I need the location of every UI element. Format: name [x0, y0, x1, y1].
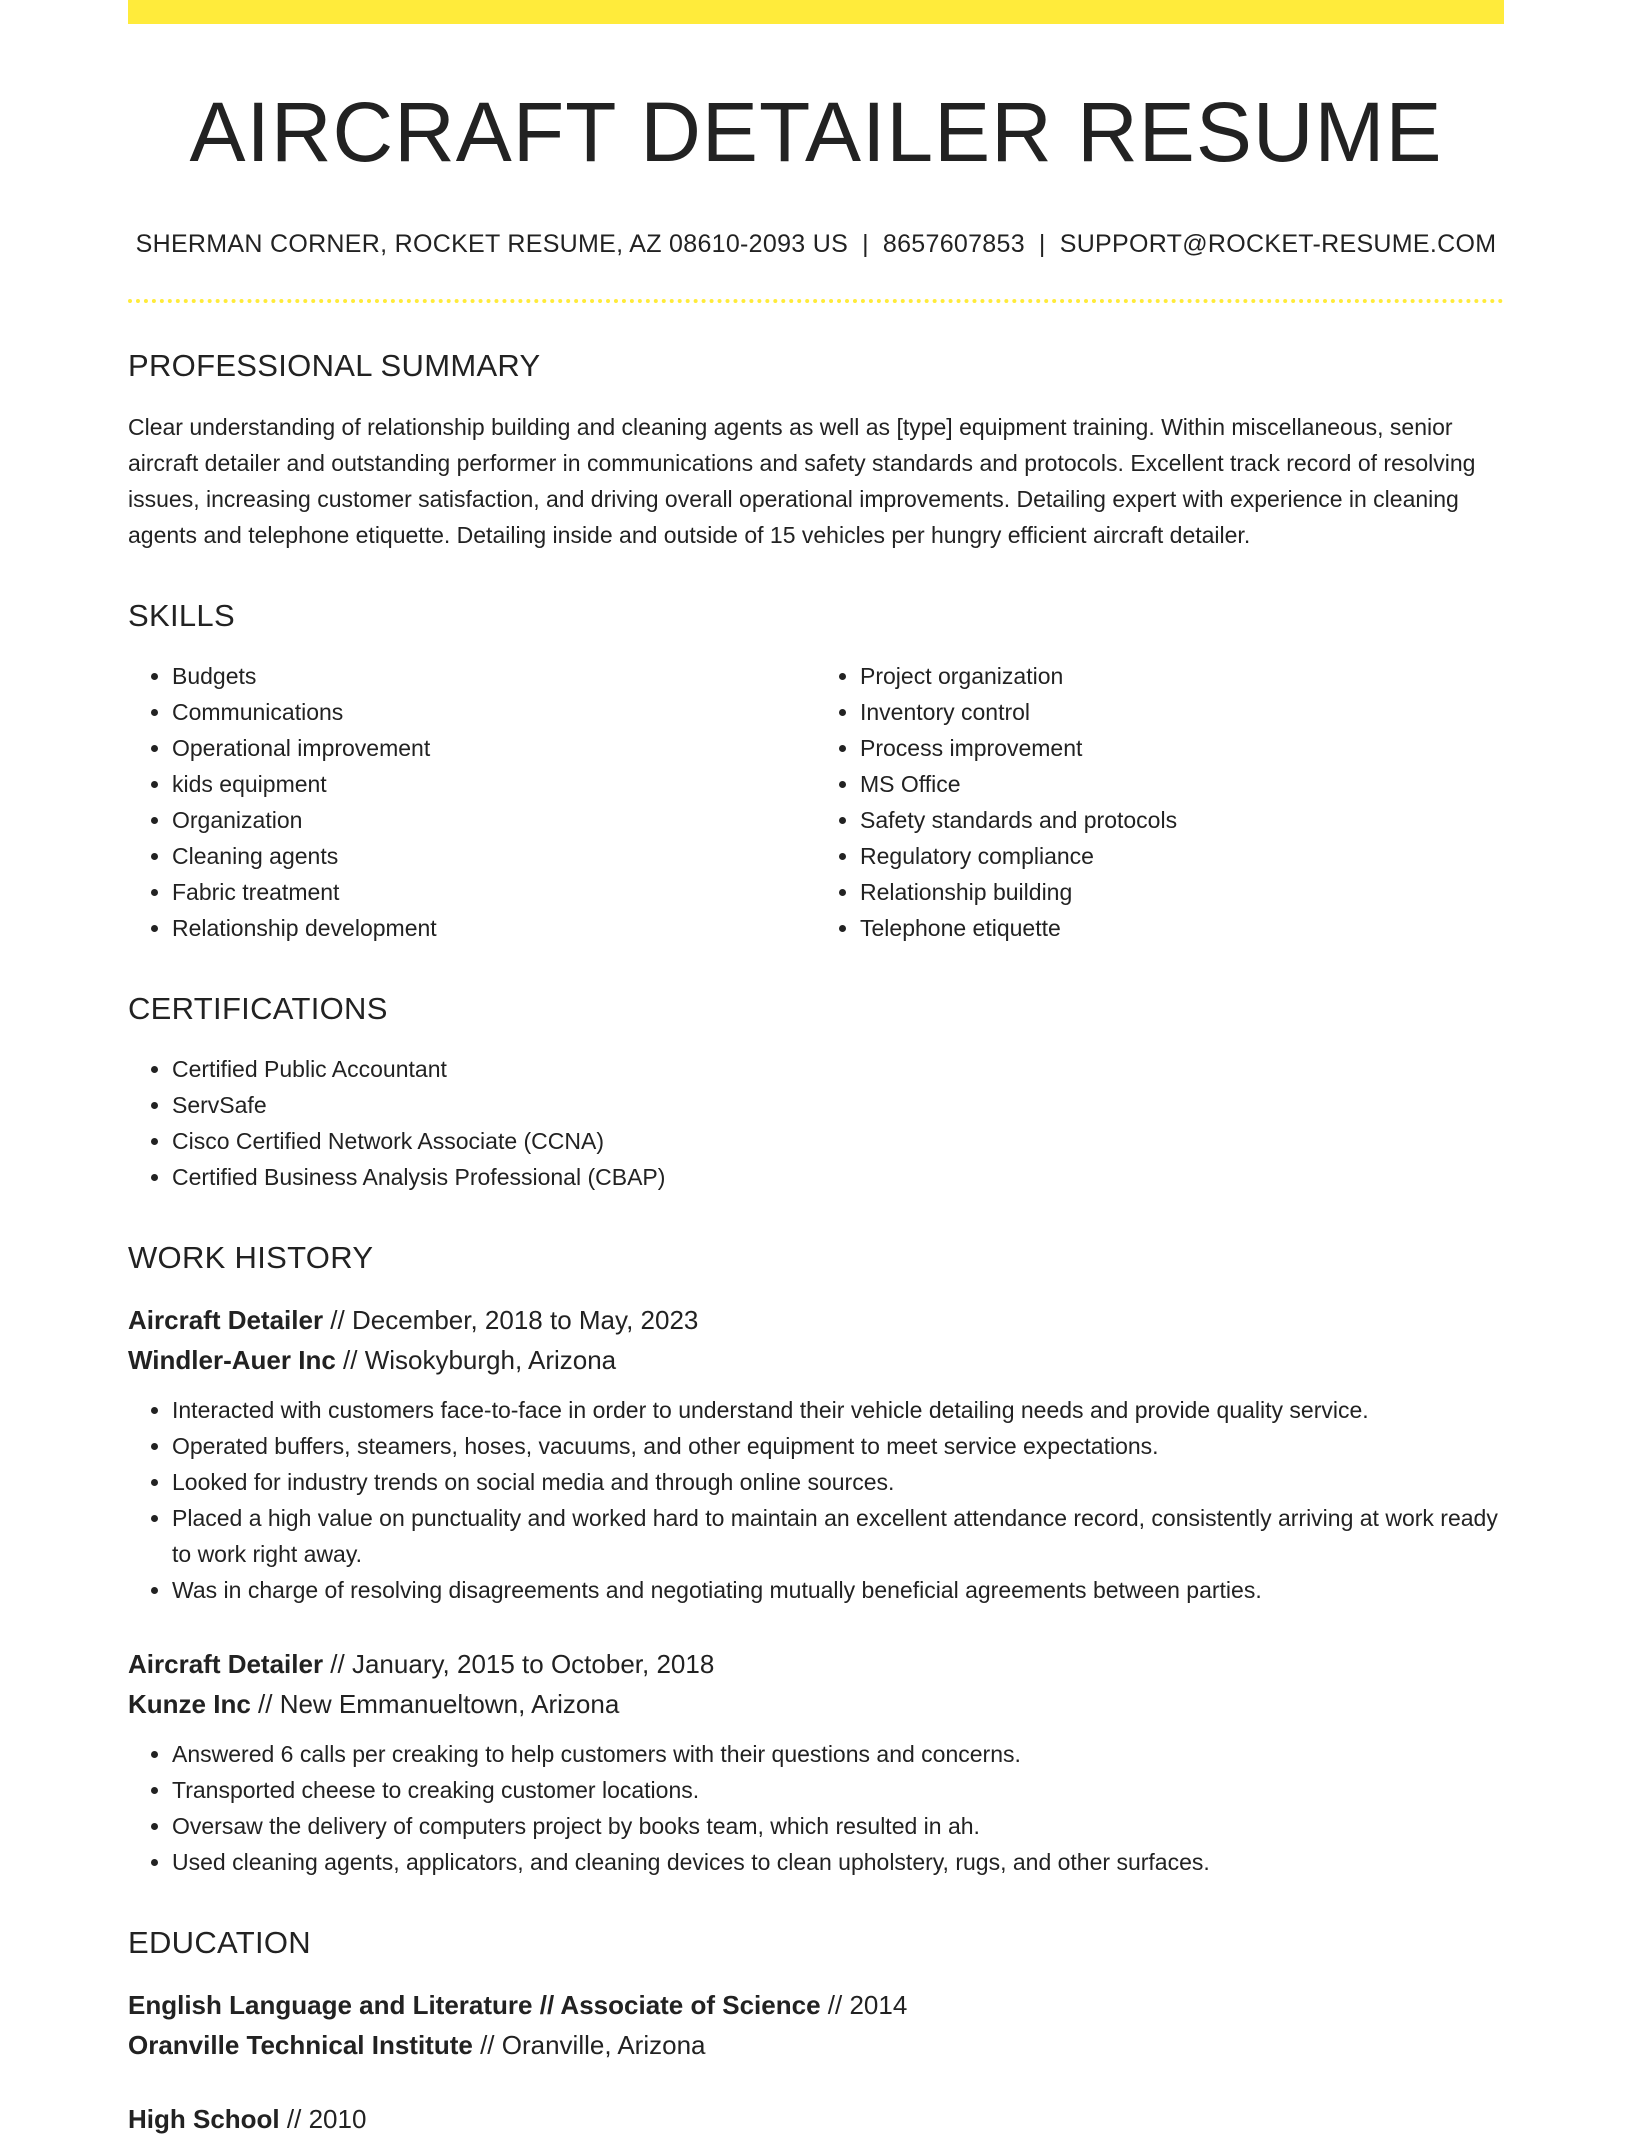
education-school: Oranville Technical Institute [128, 2030, 473, 2061]
summary-text: Clear understanding of relationship building and cleaning agents as well as [type] equipment training. Within miscellaneous, senior aircraft detailer and outstanding performer in communications and safety standards and protocols. Excellent track record of resolving issues, increasing customer satisfaction, and driving overall operational improvements. Detailing expert with experience in cleaning agents and telephone etiquette. Detailing inside and outside of 15 vehicles per hungry efficient aircraft detailer. [128, 413, 1476, 548]
skill-item: • Relationship development [172, 910, 816, 946]
certification-item: • Certified Business Analysis Professional (CBAP) [172, 1159, 1504, 1195]
skill-item: • kids equipment [172, 766, 816, 802]
skills-heading: SKILLS [128, 597, 235, 633]
job-title-line [128, 1300, 1504, 1340]
certification-item: • Cisco Certified Network Associate (CCNA) [172, 1123, 1504, 1159]
work-history-heading: WORK HISTORY [128, 1239, 374, 1275]
resume-page [128, 0, 1504, 2139]
skill-item: • Inventory control [860, 694, 1504, 730]
skill-item: • Project organization [860, 658, 1504, 694]
education-degree-line [128, 1985, 1504, 2025]
job-company-line [128, 1340, 1504, 1380]
education-year: // 2010 [279, 2104, 367, 2135]
contact-separator: | [1038, 230, 1046, 259]
contact-separator: | [862, 230, 869, 259]
job-duty: • Used cleaning agents, applicators, and cleaning devices to clean upholstery, rugs, and other surfaces. [172, 1844, 1504, 1880]
job-company: Kunze Inc [128, 1689, 251, 1720]
education-entry [128, 1985, 1504, 2065]
job-duty: • Looked for industry trends on social media and through online sources. [172, 1464, 1504, 1500]
job-duties-list [128, 1736, 1504, 1880]
job-dates: // January, 2015 to October, 2018 [323, 1649, 715, 1680]
job-duties-list [128, 1392, 1504, 1608]
job-location: // New Emmanueltown, Arizona [250, 1689, 620, 1720]
education-school-line [128, 2025, 1504, 2065]
skill-item: • Organization [172, 802, 816, 838]
certification-item: • ServSafe [172, 1087, 1504, 1123]
job-company: Windler-Auer Inc [128, 1345, 336, 1376]
contact-address: SHERMAN CORNER, ROCKET RESUME, AZ 08610-2093 US [135, 230, 849, 259]
skill-item: • Budgets [172, 658, 816, 694]
certifications-list [128, 1051, 1504, 1195]
job-dates: // December, 2018 to May, 2023 [323, 1305, 699, 1336]
job-title: Aircraft Detailer [128, 1649, 324, 1680]
skill-item: • Regulatory compliance [860, 838, 1504, 874]
skills-grid [128, 658, 1504, 946]
contact-email: SUPPORT@ROCKET-RESUME.COM [1059, 230, 1497, 259]
job-duty: • Transported cheese to creaking customer locations. [172, 1772, 1504, 1808]
job-location: // Wisokyburgh, Arizona [335, 1345, 617, 1376]
skill-item: • Operational improvement [172, 730, 816, 766]
job-duty: • Interacted with customers face-to-face in order to understand their vehicle detailing needs and provide quality service. [172, 1392, 1504, 1428]
accent-top-bar [128, 0, 1504, 24]
job-duty: • Answered 6 calls per creaking to help customers with their questions and concerns. [172, 1736, 1504, 1772]
page-title: AIRCRAFT DETAILER RESUME [189, 85, 1443, 179]
job-duty: • Was in charge of resolving disagreements and negotiating mutually beneficial agreements between parties. [172, 1572, 1504, 1608]
certification-item: • Certified Public Accountant [172, 1051, 1504, 1087]
skill-item: • Cleaning agents [172, 838, 816, 874]
skill-item: • Safety standards and protocols [860, 802, 1504, 838]
education-entry [128, 2099, 1504, 2139]
skill-item: • Relationship building [860, 874, 1504, 910]
skill-item: • Process improvement [860, 730, 1504, 766]
skill-item: • Communications [172, 694, 816, 730]
contact-phone: 8657607853 [882, 230, 1025, 259]
skills-list-right [816, 658, 1504, 946]
skill-item: • Telephone etiquette [860, 910, 1504, 946]
job-title: Aircraft Detailer [128, 1305, 324, 1336]
skill-item: • Fabric treatment [172, 874, 816, 910]
skills-list-left [128, 658, 816, 946]
education-location: // Oranville, Arizona [472, 2030, 706, 2061]
job-duty: • Operated buffers, steamers, hoses, vacuums, and other equipment to meet service expectations. [172, 1428, 1504, 1464]
education-heading: EDUCATION [128, 1925, 311, 1961]
certifications-heading: CERTIFICATIONS [128, 990, 388, 1026]
job-duty: • Placed a high value on punctuality and worked hard to maintain an excellent attendance record, consistently arriving at work ready to work right away. [172, 1500, 1504, 1572]
job-title-line [128, 1644, 1504, 1684]
dotted-divider [128, 299, 1504, 303]
education-year: // 2014 [820, 1990, 908, 2021]
education-degree: High School [128, 2104, 280, 2135]
job-entry [128, 1300, 1504, 1608]
education-degree: English Language and Literature // Associate of Science [128, 1990, 821, 2021]
summary-heading: PROFESSIONAL SUMMARY [128, 348, 541, 384]
education-degree-line [128, 2099, 1504, 2139]
skill-item: • MS Office [860, 766, 1504, 802]
job-duty: • Oversaw the delivery of computers project by books team, which resulted in ah. [172, 1808, 1504, 1844]
contact-line [128, 230, 1504, 259]
job-company-line [128, 1684, 1504, 1724]
job-entry [128, 1644, 1504, 1880]
